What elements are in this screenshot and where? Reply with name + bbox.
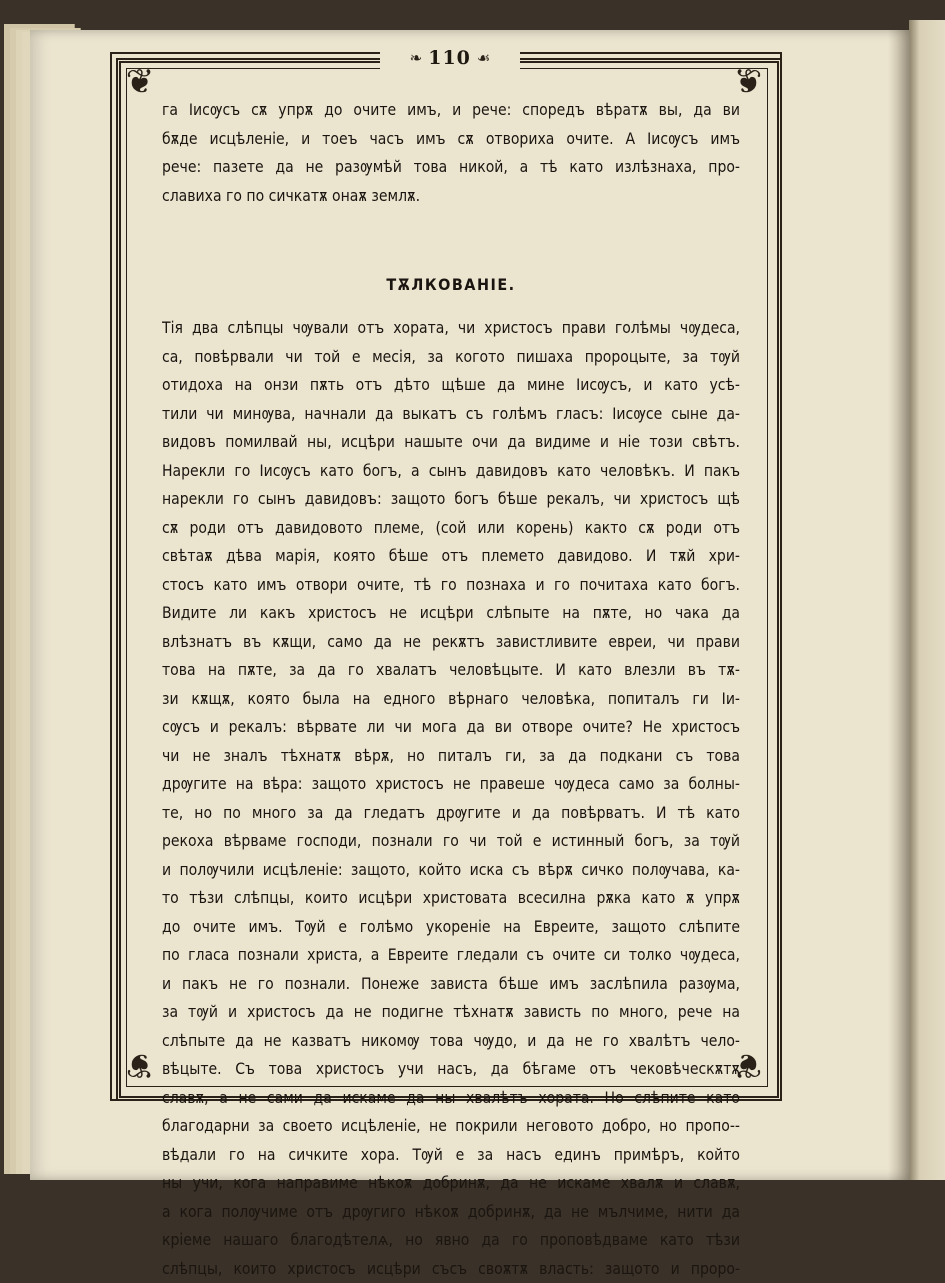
text-line: слѣпыте да не казватъ никомѹ това чѹдо, и да не го хвалѣтъ чело- [162, 1027, 740, 1056]
text-line: нарекли го сынъ давидовъ: защото богъ бѣше рекалъ, чи христосъ щѣ [162, 485, 740, 514]
text-line: за тѹй и христосъ да не подигне тѣхнатѫ зависть по много, рече на [162, 998, 740, 1027]
facing-page-edge [909, 20, 945, 1180]
text-line: видовъ помилвай ны, исцѣри нашыте очи да видиме и ніе този свѣтъ. [162, 428, 740, 457]
text-line: сѹсъ и рекалъ: вѣрвате ли чи мога да ви отворе очите? Не христосъ [162, 713, 740, 742]
text-line: и пакъ не го познали. Понеже зависта бѣше имъ заслѣпила разѹма, [162, 970, 740, 999]
text-line: славѫ, а не сами да искаме да ны хвалѣтъ хората. Но слѣпите като [162, 1084, 740, 1113]
text-line: са, повѣрвали чи той е месія, за когото пишаха пророцыте, за тѹй [162, 343, 740, 372]
text-line: зи кѫщѫ, която была на едного вѣрнаго человѣка, попиталъ ги Іи- [162, 685, 740, 714]
text-line: по гласа познали христа, а Евреите гледали съ очите си толко чѹдеса, [162, 941, 740, 970]
text-line: стосъ като имъ отвори очите, тѣ го познаха и го почитаха като богъ. [162, 571, 740, 600]
corner-ornament-icon: ❦ [726, 60, 770, 104]
text-line: рече: пазете да не разѹмѣй това никой, а тѣ като излѣзнаха, про- [162, 153, 740, 182]
page-header [380, 43, 520, 73]
text-line: и полѹчили исцѣленіе: защото, който иска съ вѣрѫ сичко полѹчава, ка- [162, 856, 740, 885]
text-line: вѣцыте. Съ това христосъ учи насъ, да бѣгаме отъ чековѣческѫтѫ [162, 1055, 740, 1084]
header-ornament-right-icon: ☙ [477, 49, 490, 67]
corner-ornament-icon: ❦ [726, 1043, 770, 1087]
intro-paragraph [162, 96, 740, 210]
text-line: те, но по много за да гледатъ дрѹгите и да повѣрватъ. И тѣ като [162, 799, 740, 828]
page-number: 110 [428, 47, 471, 69]
page-text [162, 96, 740, 1283]
corner-ornament-icon: ❦ [118, 60, 162, 104]
text-line: тили чи минѹва, начнали да выкатъ съ голѣмъ гласъ: Іисѹсе сыне да- [162, 400, 740, 429]
text-line: га Іисѹсъ сѫ упрѫ до очите имъ, и рече: споредъ вѣратѫ вы, да ви [162, 96, 740, 125]
text-line: славиха го по сичкатѫ онаѫ землѫ. [162, 182, 740, 211]
text-line: сѫ роди отъ давидовото племе, (сой или корень) както сѫ роди отъ [162, 514, 740, 543]
corner-ornament-icon: ❦ [118, 1043, 162, 1087]
text-line: Тія два слѣпцы чѹвали отъ хората, чи христосъ прави голѣмы чѹдеса, [162, 314, 740, 343]
text-line: Видите ли какъ христосъ не исцѣри слѣпыте на пѫте, но чака да [162, 599, 740, 628]
text-line: бѫде исцѣленіе, и тоеъ часъ имъ сѫ отвориха очите. А Іисѹсъ имъ [162, 125, 740, 154]
text-line: благодарни за своето исцѣленіе, не покрили неговото добро, но пропо-- [162, 1112, 740, 1141]
text-line: то тѣзи слѣпцы, които исцѣри христовата всесилна рѫка като ѫ упрѫ [162, 884, 740, 913]
section-title: ТѪЛКОВАНІЕ. [162, 256, 740, 314]
text-line: а кога полѹчиме отъ дрѹгиго нѣкоѫ добринѫ, да не мълчиме, нити да [162, 1198, 740, 1227]
text-line: това на пѫте, за да го хвалатъ человѣцыте. И като влезли въ тѫ- [162, 656, 740, 685]
text-line: ны учи, кога направиме нѣкоѫ добринѫ, да не искаме хвалѫ и славѫ, [162, 1169, 740, 1198]
text-line: рекоха вѣрваме господи, познали го чи той е истинный богъ, за тѹй [162, 827, 740, 856]
text-line: до очите имъ. Тѹй е голѣмо укореніе на Евреите, защото слѣпите [162, 913, 740, 942]
text-line: дрѹгите на вѣра: защото христосъ не правеше чѹдеса само за болны- [162, 770, 740, 799]
text-line: чи не зналъ тѣхнатѫ вѣрѫ, но питалъ ги, за да подкани съ това [162, 742, 740, 771]
text-line: влѣзнатъ въ кѫщи, само да не рекѫтъ завистливите евреи, чи прави [162, 628, 740, 657]
text-line: вѣдали го на сичките хора. Тѹй е за насъ единъ примѣръ, който [162, 1141, 740, 1170]
text-line: кріеме нашаго благодѣтелѧ, но явно да го проповѣдваме като тѣзи [162, 1226, 740, 1255]
text-line: Нарекли го Іисѹсъ като богъ, а сынъ давидовъ като человѣкъ. И пакъ [162, 457, 740, 486]
commentary-paragraph [162, 314, 740, 1283]
text-line: слѣпцы, които христосъ исцѣри съсъ своѫтѫ власть: защото и проро- [162, 1255, 740, 1283]
text-line: свѣтаѫ дѣва марія, която бѣше отъ племето давидово. И тѫй хри- [162, 542, 740, 571]
text-line: отидоха на онзи пѫть отъ дѣто щѣше да мине Іисѹсъ, и като усѣ- [162, 371, 740, 400]
page-gutter-shadow [888, 30, 910, 1180]
header-ornament-left-icon: ❧ [410, 49, 423, 67]
